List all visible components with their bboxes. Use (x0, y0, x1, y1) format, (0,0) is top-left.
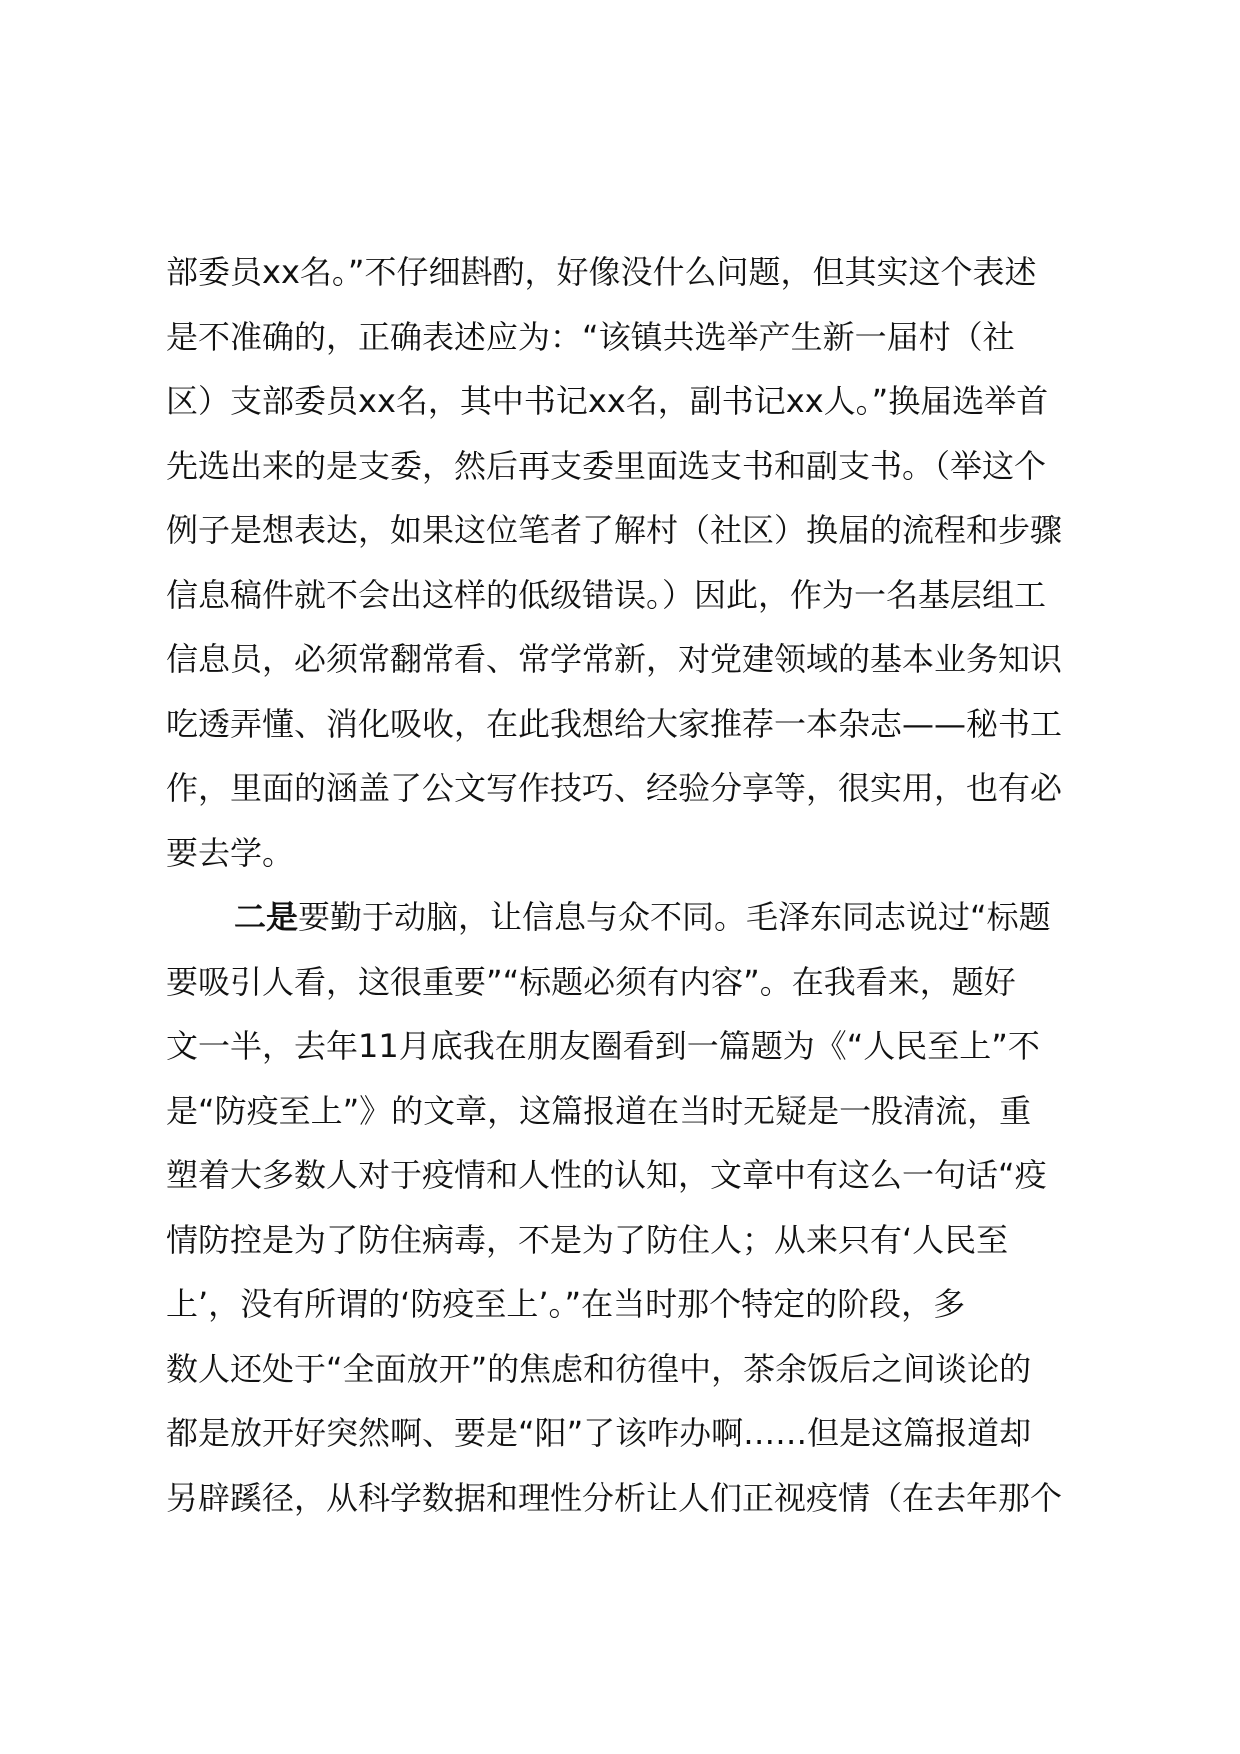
section-lead-text: 要勤于动脑，让信息与众不同。毛泽东同志说过“标题 (298, 898, 1051, 936)
text-line: 要去学。 (166, 833, 295, 872)
text-line: 信息员，必须常翻常看、常学常新，对党建领域的基本业务知识 (166, 640, 1063, 678)
text-line: 文一半，去年11月底我在朋友圈看到一篇题为《“人民至上”不 (166, 1027, 1040, 1065)
text-line: 情防控是为了防住病毒，不是为了防住人；从来只有‘人民至 (166, 1220, 1009, 1259)
text-line: 作，里面的涵盖了公文写作技巧、经验分享等，很实用，也有必 (166, 769, 1063, 807)
text-line: 数人还处于“全面放开”的焦虑和彷徨中，茶余饭后之间谈论的 (166, 1349, 1032, 1388)
text-line: 区）支部委员xx名，其中书记xx名，副书记xx人。”换届选举首 (166, 382, 1049, 420)
text-line: 上’，没有所谓的‘防疫至上’。”在当时那个特定的阶段，多 (166, 1285, 966, 1323)
text-line: 例子是想表达，如果这位笔者了解村（社区）换届的流程和步骤 (166, 511, 1063, 549)
text-line: 部委员xx名。”不仔细斟酌，好像没什么问题，但其实这个表述 (166, 253, 1037, 291)
text-line: 另辟蹊径，从科学数据和理性分析让人们正视疫情（在去年那个 (166, 1478, 1063, 1517)
text-line: 是“防疫至上”》的文章，这篇报道在当时无疑是一股清流，重 (166, 1091, 1032, 1130)
text-line: 信息稿件就不会出这样的低级错误。）因此，作为一名基层组工 (166, 575, 1047, 614)
text-line: 塑着大多数人对于疫情和人性的认知，文章中有这么一句话“疫 (166, 1156, 1047, 1194)
paragraph-2-first-line (166, 885, 1126, 950)
text-line: 吃透弄懂、消化吸收，在此我想给大家推荐一本杂志——秘书工 (166, 704, 1063, 743)
document-body (166, 240, 1126, 1530)
text-line: 都是放开好突然啊、要是“阳”了该咋办啊……但是这篇报道却 (166, 1414, 1032, 1452)
section-lead-bold: 二是 (234, 898, 299, 936)
text-line: 要吸引人看，这很重要”“标题必须有内容”。在我看来，题好 (166, 962, 1016, 1001)
text-line: 先选出来的是支委，然后再支委里面选支书和副支书。（举这个 (166, 446, 1047, 485)
text-line: 是不准确的，正确表述应为：“该镇共选举产生新一届村（社 (166, 317, 1015, 356)
